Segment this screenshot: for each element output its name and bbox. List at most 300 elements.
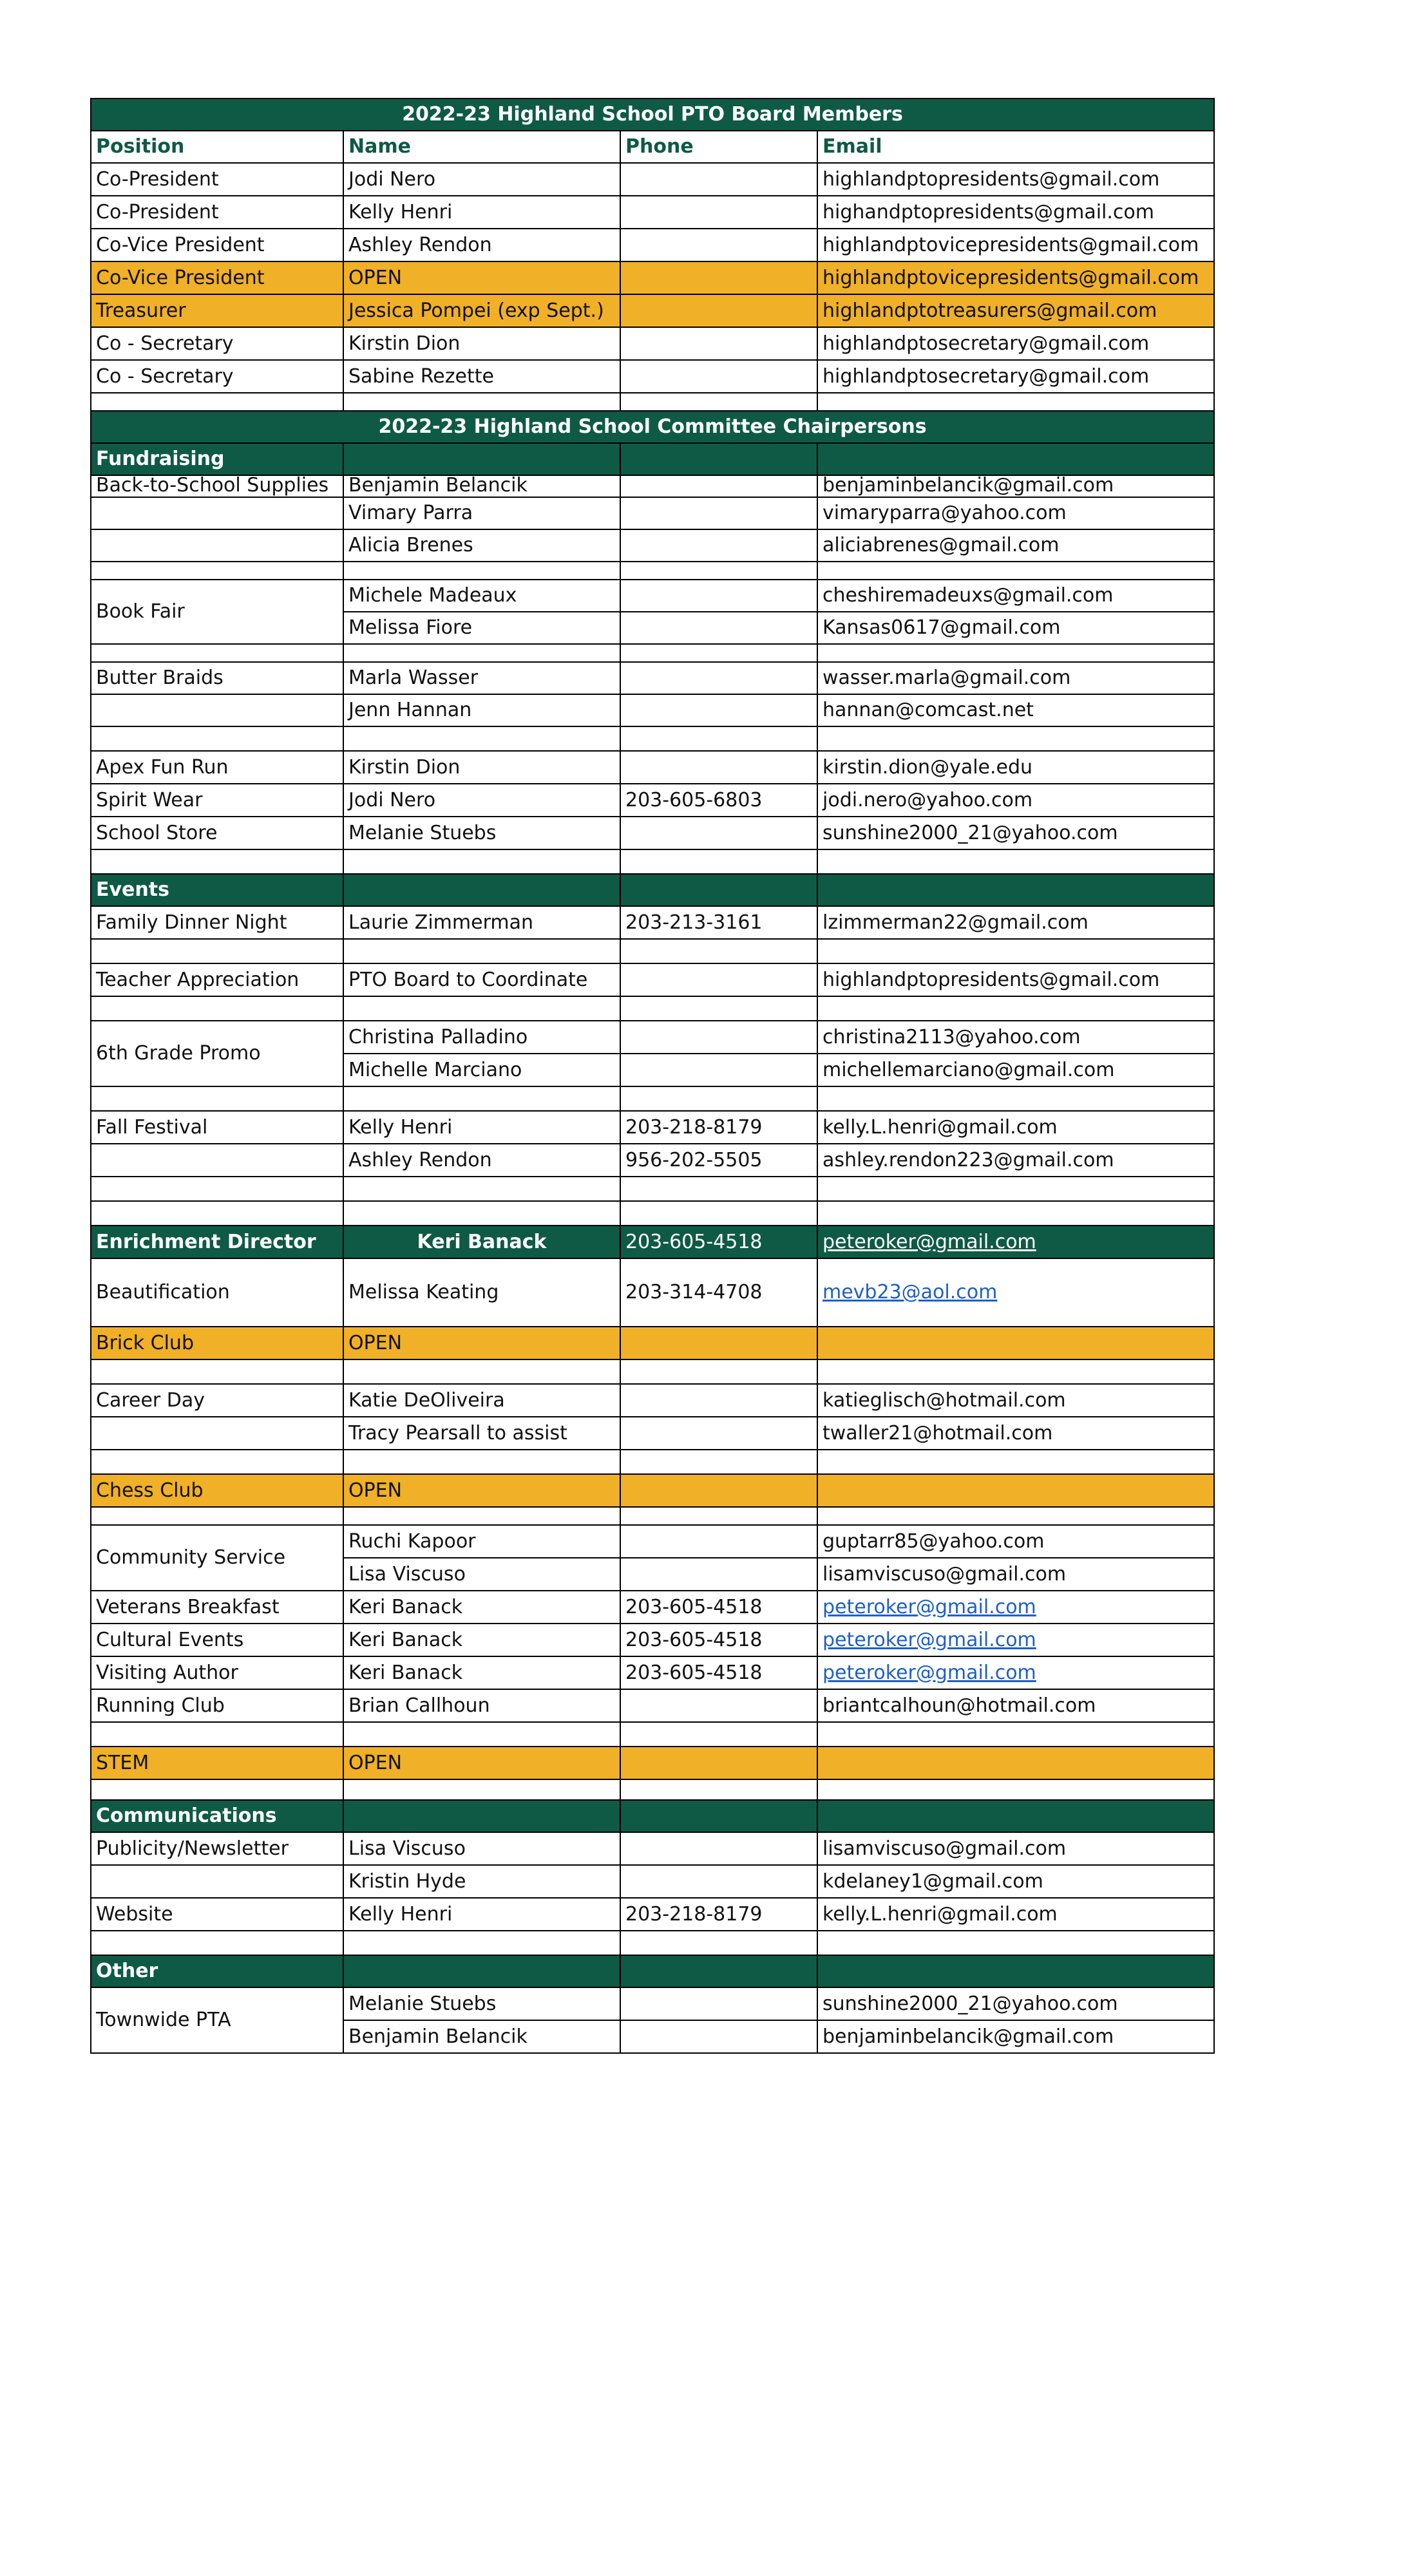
phone-cell: 203-605-6803 <box>620 784 817 817</box>
name-cell: Ruchi Kapoor <box>343 1525 620 1558</box>
table-row-visiting-author <box>91 1656 1214 1689</box>
email-cell <box>817 996 1214 1021</box>
table-row-kristin-hyde <box>91 1865 1214 1898</box>
phone-cell: 203-218-8179 <box>620 1111 817 1144</box>
phone-cell <box>620 939 817 963</box>
table-row-alicia-brenes <box>91 529 1214 562</box>
table-row-apex-fun-run <box>91 751 1214 784</box>
position-cell: Apex Fun Run <box>91 751 343 784</box>
name-cell <box>343 1086 620 1111</box>
phone-cell <box>620 1955 817 1987</box>
table-row-beautification <box>91 1258 1214 1327</box>
phone-cell: 203-605-4518 <box>620 1226 817 1258</box>
email-cell: jodi.nero@yahoo.com <box>817 784 1214 817</box>
name-cell: Kirstin Dion <box>343 751 620 784</box>
email-cell[interactable]: peteroker@gmail.com <box>817 1591 1214 1624</box>
phone-cell <box>620 2020 817 2053</box>
name-cell <box>343 1450 620 1474</box>
phone-cell <box>620 475 817 497</box>
phone-cell: 203-218-8179 <box>620 1898 817 1931</box>
phone-cell <box>620 751 817 784</box>
phone-cell: Phone <box>620 131 817 163</box>
table-row-co-secretary <box>91 360 1214 393</box>
name-cell: Name <box>343 131 620 163</box>
position-cell <box>91 1177 343 1201</box>
phone-cell: 203-314-4708 <box>620 1258 817 1327</box>
email-cell: kdelaney1@gmail.com <box>817 1865 1214 1898</box>
phone-cell <box>620 294 817 327</box>
position-cell <box>91 939 343 963</box>
name-cell: Katie DeOliveira <box>343 1384 620 1417</box>
table-row-family-dinner-night <box>91 906 1214 939</box>
email-cell: benjaminbelancik@gmail.com <box>817 2020 1214 2053</box>
table-row-spirit-wear <box>91 784 1214 817</box>
committee-row-community-service <box>91 1525 1214 1558</box>
name-cell: Tracy Pearsall to assist <box>343 1417 620 1450</box>
phone-cell <box>620 1507 817 1525</box>
name-cell: Keri Banack <box>343 1624 620 1656</box>
position-cell: Communications <box>91 1800 343 1832</box>
position-cell <box>91 529 343 562</box>
email-cell <box>817 1779 1214 1800</box>
email-cell: highlandptovicepresidents@gmail.com <box>817 261 1214 294</box>
name-cell <box>343 393 620 411</box>
table-row-ashley-rendon <box>91 1144 1214 1177</box>
phone-cell <box>620 662 817 694</box>
position-cell: Events <box>91 874 343 906</box>
phone-cell <box>620 963 817 996</box>
committee-row-townwide-pta <box>91 1987 1214 2020</box>
phone-cell <box>620 612 817 644</box>
phone-cell <box>620 1747 817 1779</box>
email-cell: lzimmerman22@gmail.com <box>817 906 1214 939</box>
email-cell: highlandptotreasurers@gmail.com <box>817 294 1214 327</box>
phone-cell <box>620 726 817 751</box>
name-cell: Ashley Rendon <box>343 1144 620 1177</box>
position-cell: STEM <box>91 1747 343 1779</box>
phone-cell <box>620 1086 817 1111</box>
email-cell: lisamviscuso@gmail.com <box>817 1558 1214 1591</box>
email-cell: sunshine2000_21@yahoo.com <box>817 1987 1214 2020</box>
phone-cell <box>620 261 817 294</box>
position-cell: Beautification <box>91 1258 343 1327</box>
email-cell <box>817 726 1214 751</box>
table-row-running-club <box>91 1689 1214 1722</box>
phone-cell <box>620 817 817 849</box>
phone-cell <box>620 1021 817 1054</box>
name-cell <box>343 1359 620 1384</box>
position-cell: Publicity/Newsletter <box>91 1832 343 1865</box>
phone-cell <box>620 849 817 874</box>
spacer-row <box>91 726 1214 751</box>
name-cell <box>343 726 620 751</box>
position-cell <box>91 644 343 662</box>
phone-cell <box>620 529 817 562</box>
email-cell <box>817 1359 1214 1384</box>
section-header-communications <box>91 1800 1214 1832</box>
spacer-row <box>91 849 1214 874</box>
position-cell: Enrichment Director <box>91 1226 343 1258</box>
section-header-other <box>91 1955 1214 1987</box>
email-cell <box>817 1201 1214 1226</box>
name-cell: Lisa Viscuso <box>343 1558 620 1591</box>
name-cell: Alicia Brenes <box>343 529 620 562</box>
table-title-row <box>91 99 1214 131</box>
email-cell: lisamviscuso@gmail.com <box>817 1832 1214 1865</box>
phone-cell <box>620 1450 817 1474</box>
phone-cell <box>620 1800 817 1832</box>
position-cell: Co-Vice President <box>91 229 343 261</box>
email-cell <box>817 1086 1214 1111</box>
email-cell <box>817 562 1214 580</box>
name-cell <box>343 939 620 963</box>
name-cell <box>343 1931 620 1955</box>
position-cell: Brick Club <box>91 1327 343 1359</box>
spacer-row <box>91 1086 1214 1111</box>
phone-cell: 956-202-5505 <box>620 1144 817 1177</box>
name-cell: Vimary Parra <box>343 497 620 529</box>
phone-cell <box>620 1779 817 1800</box>
table-row-career-day <box>91 1384 1214 1417</box>
email-cell: highlandptosecretary@gmail.com <box>817 327 1214 360</box>
position-cell: Teacher Appreciation <box>91 963 343 996</box>
name-cell: Ashley Rendon <box>343 229 620 261</box>
name-cell <box>343 1779 620 1800</box>
email-cell: kelly.L.henri@gmail.com <box>817 1111 1214 1144</box>
email-cell <box>817 1722 1214 1747</box>
name-cell <box>343 1800 620 1832</box>
name-cell: Brian Callhoun <box>343 1689 620 1722</box>
committee-row-book-fair <box>91 580 1214 612</box>
position-cell: Family Dinner Night <box>91 906 343 939</box>
position-cell: Co-Vice President <box>91 261 343 294</box>
phone-cell <box>620 1054 817 1086</box>
name-cell: OPEN <box>343 1474 620 1507</box>
email-cell <box>817 1177 1214 1201</box>
table-row-veterans-breakfast <box>91 1591 1214 1624</box>
table-row-chess-club <box>91 1474 1214 1507</box>
name-cell: PTO Board to Coordinate <box>343 963 620 996</box>
position-cell: Other <box>91 1955 343 1987</box>
phone-cell: 203-605-4518 <box>620 1656 817 1689</box>
sheet-body <box>91 99 1214 2053</box>
position-cell: Back-to-School Supplies <box>91 475 343 497</box>
email-cell: kirstin.dion@yale.edu <box>817 751 1214 784</box>
position-cell: Co - Secretary <box>91 327 343 360</box>
email-cell[interactable]: peteroker@gmail.com <box>817 1226 1214 1258</box>
name-cell <box>343 562 620 580</box>
table-row-teacher-appreciation <box>91 963 1214 996</box>
spacer-row <box>91 1931 1214 1955</box>
email-cell: twaller21@hotmail.com <box>817 1417 1214 1450</box>
position-cell: Fundraising <box>91 443 343 475</box>
table-title: 2022-23 Highland School PTO Board Members <box>91 99 1214 131</box>
phone-cell <box>620 1865 817 1898</box>
position-cell <box>91 1931 343 1955</box>
email-cell: Email <box>817 131 1214 163</box>
phone-cell <box>620 1384 817 1417</box>
name-cell: OPEN <box>343 261 620 294</box>
email-cell: katieglisch@hotmail.com <box>817 1384 1214 1417</box>
table-row-publicity-newsletter <box>91 1832 1214 1865</box>
position-cell: Career Day <box>91 1384 343 1417</box>
email-cell[interactable]: mevb23@aol.com <box>817 1258 1214 1327</box>
name-cell <box>343 443 620 475</box>
table-row-co-vice-president <box>91 229 1214 261</box>
phone-cell <box>620 1417 817 1450</box>
name-cell: Michele Madeaux <box>343 580 620 612</box>
name-cell: Melanie Stuebs <box>343 817 620 849</box>
phone-cell <box>620 229 817 261</box>
table-row-co-secretary <box>91 327 1214 360</box>
name-cell <box>343 644 620 662</box>
phone-cell <box>620 1327 817 1359</box>
position-cell: Townwide PTA <box>91 1987 343 2053</box>
email-cell <box>817 644 1214 662</box>
spacer-row <box>91 644 1214 662</box>
position-cell <box>91 694 343 726</box>
phone-cell <box>620 1474 817 1507</box>
position-cell: School Store <box>91 817 343 849</box>
email-cell: highlandptosecretary@gmail.com <box>817 360 1214 393</box>
table-title: 2022-23 Highland School Committee Chairpersons <box>91 411 1214 443</box>
table-row-co-president <box>91 196 1214 229</box>
section-header-fundraising <box>91 443 1214 475</box>
email-cell: cheshiremadeuxs@gmail.com <box>817 580 1214 612</box>
email-cell <box>817 1327 1214 1359</box>
email-cell: ashley.rendon223@gmail.com <box>817 1144 1214 1177</box>
position-cell <box>91 1779 343 1800</box>
email-cell <box>817 939 1214 963</box>
name-cell: Keri Banack <box>343 1226 620 1258</box>
position-cell <box>91 562 343 580</box>
phone-cell <box>620 1987 817 2020</box>
name-cell: Jodi Nero <box>343 784 620 817</box>
email-cell <box>817 1747 1214 1779</box>
position-cell <box>91 996 343 1021</box>
committee-row-6th-grade-promo <box>91 1021 1214 1054</box>
spacer-row <box>91 1177 1214 1201</box>
phone-cell: 203-213-3161 <box>620 906 817 939</box>
phone-cell <box>620 1177 817 1201</box>
name-cell <box>343 1722 620 1747</box>
email-cell: aliciabrenes@gmail.com <box>817 529 1214 562</box>
table-row-back-to-school-supplies <box>91 475 1214 497</box>
spacer-row <box>91 939 1214 963</box>
position-cell <box>91 1201 343 1226</box>
position-cell <box>91 1865 343 1898</box>
email-cell: michellemarciano@gmail.com <box>817 1054 1214 1086</box>
name-cell: Melissa Fiore <box>343 612 620 644</box>
phone-cell <box>620 360 817 393</box>
name-cell: Laurie Zimmerman <box>343 906 620 939</box>
email-cell: guptarr85@yahoo.com <box>817 1525 1214 1558</box>
email-cell <box>817 1474 1214 1507</box>
pto-contact-sheet <box>90 98 1215 2054</box>
phone-cell <box>620 163 817 196</box>
phone-cell <box>620 580 817 612</box>
position-cell <box>91 849 343 874</box>
email-cell: highandptopresidents@gmail.com <box>817 196 1214 229</box>
phone-cell <box>620 497 817 529</box>
name-cell: Keri Banack <box>343 1656 620 1689</box>
phone-cell <box>620 1525 817 1558</box>
name-cell: Marla Wasser <box>343 662 620 694</box>
email-cell: wasser.marla@gmail.com <box>817 662 1214 694</box>
email-cell: highlandptopresidents@gmail.com <box>817 163 1214 196</box>
phone-cell <box>620 1558 817 1591</box>
name-cell: Benjamin Belancik <box>343 2020 620 2053</box>
email-cell[interactable]: peteroker@gmail.com <box>817 1656 1214 1689</box>
position-cell: Treasurer <box>91 294 343 327</box>
name-cell <box>343 1955 620 1987</box>
table-row-website <box>91 1898 1214 1931</box>
position-cell: Chess Club <box>91 1474 343 1507</box>
spacer-row <box>91 1507 1214 1525</box>
table-row-butter-braids <box>91 662 1214 694</box>
name-cell: Jenn Hannan <box>343 694 620 726</box>
spacer-row <box>91 393 1214 411</box>
phone-cell <box>620 443 817 475</box>
position-cell: Running Club <box>91 1689 343 1722</box>
table-title-row <box>91 411 1214 443</box>
name-cell: OPEN <box>343 1747 620 1779</box>
name-cell: Kelly Henri <box>343 196 620 229</box>
table-row-stem <box>91 1747 1214 1779</box>
position-cell: Position <box>91 131 343 163</box>
position-cell <box>91 393 343 411</box>
table-row-cultural-events <box>91 1624 1214 1656</box>
spacer-row <box>91 562 1214 580</box>
position-cell: Spirit Wear <box>91 784 343 817</box>
table-row-vimary-parra <box>91 497 1214 529</box>
position-cell: Cultural Events <box>91 1624 343 1656</box>
email-cell: hannan@comcast.net <box>817 694 1214 726</box>
position-cell <box>91 1144 343 1177</box>
name-cell: Jodi Nero <box>343 163 620 196</box>
position-cell: Co - Secretary <box>91 360 343 393</box>
position-cell: Fall Festival <box>91 1111 343 1144</box>
position-cell: Community Service <box>91 1525 343 1591</box>
section-header-events <box>91 874 1214 906</box>
email-cell: christina2113@yahoo.com <box>817 1021 1214 1054</box>
name-cell <box>343 1177 620 1201</box>
phone-cell: 203-605-4518 <box>620 1591 817 1624</box>
email-cell: briantcalhoun@hotmail.com <box>817 1689 1214 1722</box>
position-cell: Book Fair <box>91 580 343 644</box>
table-row-fall-festival <box>91 1111 1214 1144</box>
name-cell: Kelly Henri <box>343 1898 620 1931</box>
phone-cell: 203-605-4518 <box>620 1624 817 1656</box>
email-cell <box>817 1800 1214 1832</box>
phone-cell <box>620 1201 817 1226</box>
position-cell: 6th Grade Promo <box>91 1021 343 1086</box>
name-cell: Melanie Stuebs <box>343 1987 620 2020</box>
spacer-row <box>91 1201 1214 1226</box>
spacer-row <box>91 1359 1214 1384</box>
name-cell: Kristin Hyde <box>343 1865 620 1898</box>
position-cell: Butter Braids <box>91 662 343 694</box>
spacer-row <box>91 1779 1214 1800</box>
position-cell <box>91 1417 343 1450</box>
name-cell <box>343 1507 620 1525</box>
name-cell <box>343 996 620 1021</box>
position-cell: Co-President <box>91 163 343 196</box>
table-row-enrichment-director <box>91 1226 1214 1258</box>
email-cell <box>817 393 1214 411</box>
phone-cell <box>620 196 817 229</box>
position-cell <box>91 1722 343 1747</box>
name-cell: Christina Palladino <box>343 1021 620 1054</box>
email-cell: highlandptopresidents@gmail.com <box>817 963 1214 996</box>
table-row-co-president <box>91 163 1214 196</box>
phone-cell <box>620 1689 817 1722</box>
email-cell: sunshine2000_21@yahoo.com <box>817 817 1214 849</box>
spacer-row <box>91 996 1214 1021</box>
name-cell: OPEN <box>343 1327 620 1359</box>
table-row-school-store <box>91 817 1214 849</box>
email-cell: Kansas0617@gmail.com <box>817 612 1214 644</box>
position-cell <box>91 726 343 751</box>
position-cell: Visiting Author <box>91 1656 343 1689</box>
table-row-jenn-hannan <box>91 694 1214 726</box>
email-cell <box>817 443 1214 475</box>
position-cell <box>91 1507 343 1525</box>
table-row-brick-club <box>91 1327 1214 1359</box>
name-cell <box>343 849 620 874</box>
name-cell: Benjamin Belancik <box>343 475 620 497</box>
position-cell <box>91 1450 343 1474</box>
phone-cell <box>620 996 817 1021</box>
phone-cell <box>620 393 817 411</box>
name-cell: Keri Banack <box>343 1591 620 1624</box>
position-cell: Co-President <box>91 196 343 229</box>
email-cell[interactable]: peteroker@gmail.com <box>817 1624 1214 1656</box>
spacer-row <box>91 1450 1214 1474</box>
name-cell <box>343 1201 620 1226</box>
name-cell: Jessica Pompei (exp Sept.) <box>343 294 620 327</box>
table-row-tracy-pearsall-to-assist <box>91 1417 1214 1450</box>
phone-cell <box>620 1722 817 1747</box>
phone-cell <box>620 1359 817 1384</box>
email-cell: kelly.L.henri@gmail.com <box>817 1898 1214 1931</box>
name-cell: Michelle Marciano <box>343 1054 620 1086</box>
email-cell: vimaryparra@yahoo.com <box>817 497 1214 529</box>
name-cell: Sabine Rezette <box>343 360 620 393</box>
name-cell <box>343 874 620 906</box>
table-row-treasurer <box>91 294 1214 327</box>
column-header-row <box>91 131 1214 163</box>
email-cell <box>817 849 1214 874</box>
position-cell: Website <box>91 1898 343 1931</box>
table-row-co-vice-president <box>91 261 1214 294</box>
name-cell: Melissa Keating <box>343 1258 620 1327</box>
phone-cell <box>620 1832 817 1865</box>
phone-cell <box>620 562 817 580</box>
email-cell <box>817 1507 1214 1525</box>
position-cell <box>91 1086 343 1111</box>
position-cell <box>91 497 343 529</box>
email-cell: benjaminbelancik@gmail.com <box>817 475 1214 497</box>
email-cell <box>817 1955 1214 1987</box>
phone-cell <box>620 694 817 726</box>
spacer-row <box>91 1722 1214 1747</box>
position-cell: Veterans Breakfast <box>91 1591 343 1624</box>
name-cell: Kelly Henri <box>343 1111 620 1144</box>
position-cell <box>91 1359 343 1384</box>
email-cell <box>817 874 1214 906</box>
email-cell <box>817 1450 1214 1474</box>
